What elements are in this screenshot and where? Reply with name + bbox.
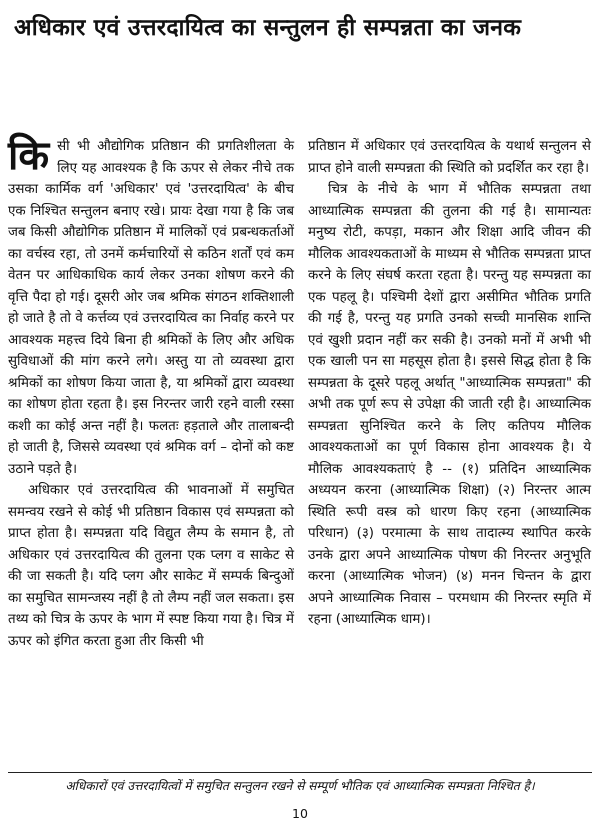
footer-divider — [8, 772, 592, 773]
right-column — [308, 136, 591, 631]
footer-note: अधिकारों एवं उत्तरदायित्वों में समुचित सन्तुलन रखने से सम्पूर्ण भौतिक एवं आध्यात्मिक सम्पन्नता निश्चित है। — [65, 779, 535, 793]
page-number: 10 — [292, 806, 308, 821]
paragraph-balance: अधिकार एवं उत्तरदायित्व की भावनाओं में समुचित समन्वय रखने से कोई भी प्रतिष्ठान विकास एवं सम्पन्नता को प्राप्त होता है। सम्पन्नता यदि विद्युत लैम्प के समान है, तो अधिकार एवं उत्तरदायित्व की तुलना एक प्लग व साकेट से की जा सकती है। यदि प्लग और साकेट में सम्पर्क बिन्दुओं का समुचित सामन्जस्य नहीं है तो लैम्प नहीं जल सकता। इस तथ्य को चित्र के ऊपर के भाग में स्पष्ट किया गया है। चित्र में ऊपर को इंगित करता हुआ तीर किसी भी — [8, 483, 294, 649]
paragraph-spiritual: चित्र के नीचे के भाग में भौतिक सम्पन्नता तथा आध्यात्मिक सम्पन्नता की तुलना की गई है। सामान्यतः मनुष्य रोटी, कपड़ा, मकान और शिक्षा आदि जीवन की मौलिक आवश्यकताओं के माध्यम से भौतिक सम्पन्नता प्राप्त करने के लिए संघर्ष करता रहता है। परन्तु यह सम्पन्नता का एक पहलू है। पश्चिमी देशों द्वारा असीमित भौतिक प्रगति की गई है, परन्तु यह प्रगति उनको सच्ची मानसिक शान्ति एवं खुशी प्रदान नहीं कर सकी है। उनको मनों में अभी भी एक खाली पन सा महसूस होता है। इससे सिद्ध होता है कि सम्पन्नता के दूसरे पहलू अर्थात् "आध्यात्मिक सम्पन्नता" की अभी तक पूर्ण रूप से उपेक्षा की जाती रही है। आध्यात्मिक सम्पन्नता सुनिश्चित करने के लिए कतिपय मौलिक आवश्यकताओं का पूर्ण विकास होना आवश्यक है। ये मौलिक आवश्यकताएं है -- (१) प्रतिदिन आध्यात्मिक अध्ययन करना (आध्यात्मिक शिक्षा) (२) निरन्तर आत्म स्थिति रूपी वस्त्र को धारण किए रहना (आध्यात्मिक परिधान) (३) परमात्मा के साथ तादात्म्य स्थापित करके उनके द्वारा अपने आध्यात्मिक पोषण की निरन्तर अनुभूति करना (आध्यात्मिक भोजन) (४) मनन चिन्तन के द्वारा अपने आध्यात्मिक निवास – परमधाम की निरन्तर स्मृति में रहना (आध्यात्मिक धाम)। — [308, 182, 591, 627]
paragraph-text: सी भी औद्योगिक प्रतिष्ठान की प्रगतिशीलता के लिए यह आवश्यक है कि ऊपर से लेकर नीचे तक उसका कार्मिक वर्ग 'अधिकार' एवं 'उत्तरदायित्व' के बीच एक निश्चित सन्तुलन बनाए रखे। प्रायः देखा गया है कि जब जब किसी औद्योगिक प्रतिष्ठान में मालिकों एवं प्रबन्धकर्ताओं का वर्चस्व रहा, तो उनमें कर्मचारियों से कठिन शर्तों एवं कम वेतन पर आधिकाधिक कार्य लेकर उनका शोषण करने की वृत्ति पैदा हो गई। दूसरी ओर जब श्रमिक संगठन शक्तिशाली हो जाते है तो वे कर्त्तव्य एवं उत्तरदायित्व का निर्वाह करने पर आवश्यक महत्त्व दिये बिना ही श्रमिकों के लिए और अधिक सुविधाओं की मांग करने लगे। अस्तु या तो व्यवस्था द्वारा श्रमिकों का शोषण किया जाता है, या श्रमिकों द्वारा व्यवस्था का शोषण होता रहता है। इस निरन्तर जारी रहने वाली रस्सा कशी का कोई अन्त नहीं है। फलतः हड़ताले और तालाबन्दी हो जाती है, जिससे व्यवस्था एवं श्रमिक वर्ग – दोनों को कष्ट उठाने पड़ते है। — [8, 139, 294, 477]
page-title: अधिकार एवं उत्तरदायित्व का सन्तुलन ही सम्पन्नता का जनक — [14, 15, 522, 41]
paragraph-continued: प्रतिष्ठान में अधिकार एवं उत्तरदायित्व के यथार्थ सन्तुलन से प्राप्त होने वाली सम्पन्नता की स्थिति को प्रदर्शित कर रहा है। — [308, 139, 591, 176]
drop-cap: कि — [8, 133, 50, 179]
left-column — [8, 133, 294, 652]
intro-paragraph — [8, 133, 294, 480]
